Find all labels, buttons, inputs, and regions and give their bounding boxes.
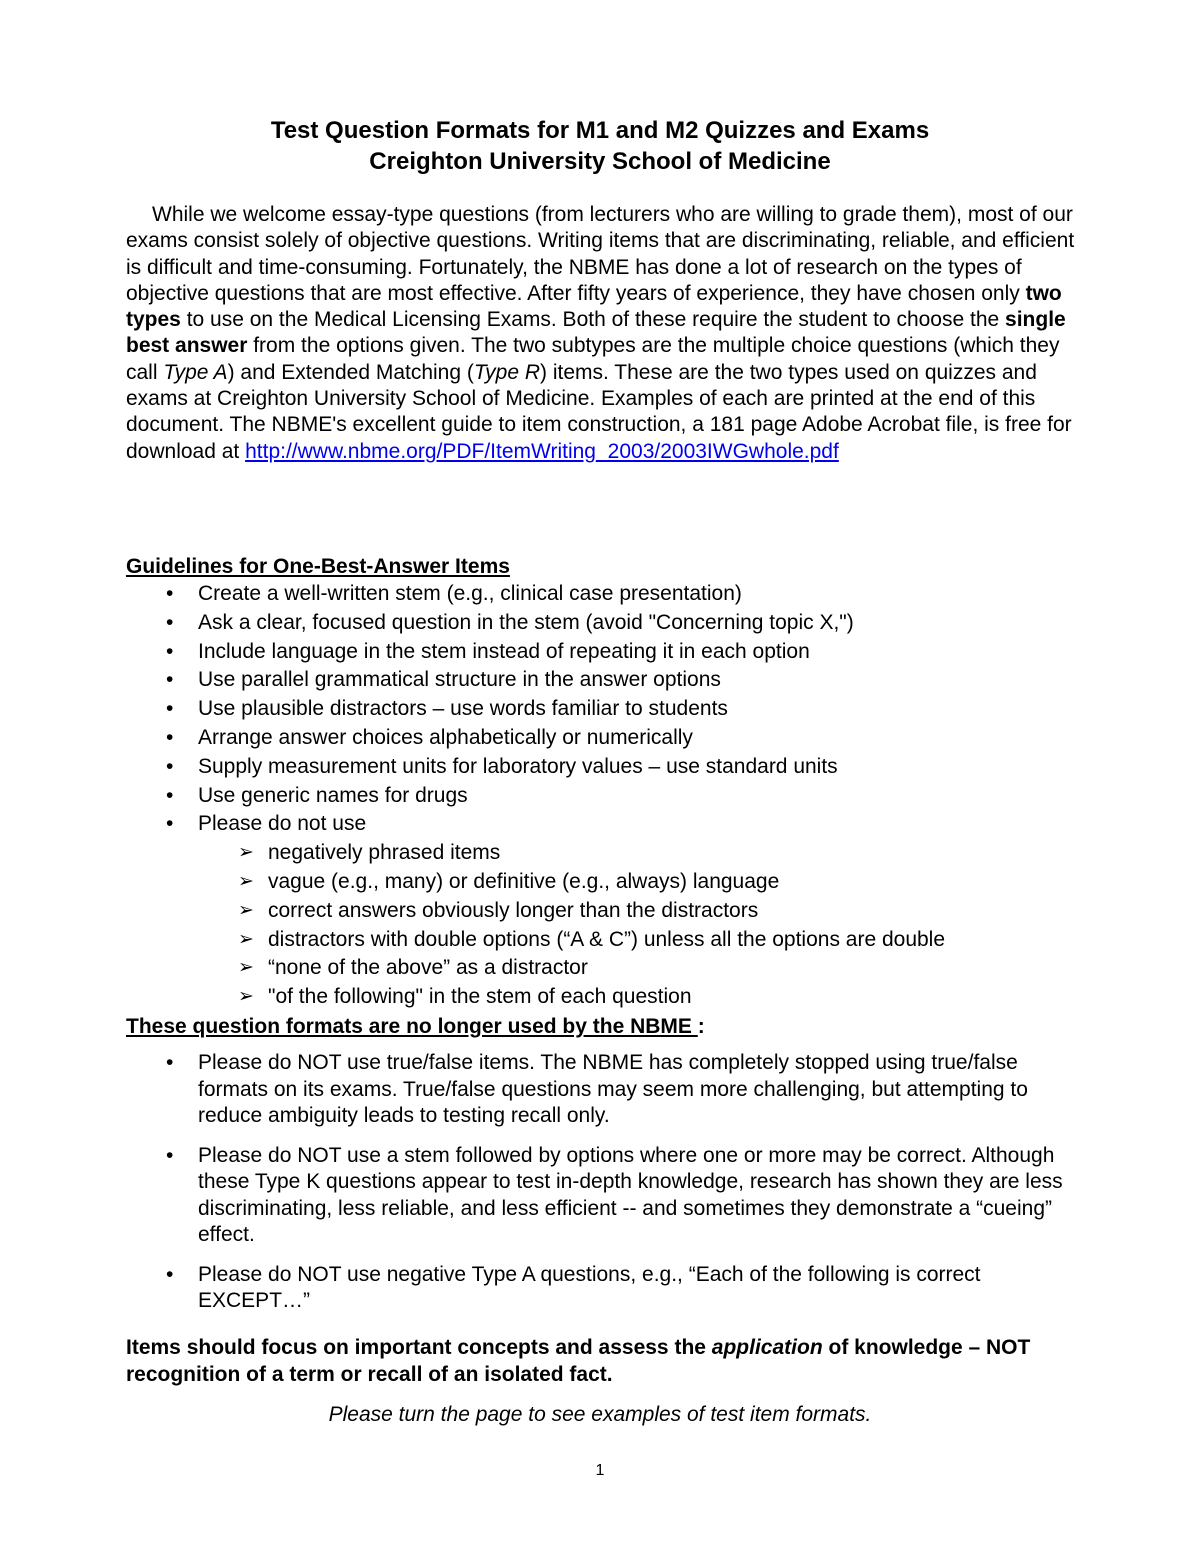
list-item: • Please do NOT use true/false items. The NBME has completely stopped using true/false formats on its exams. True/false questions may seem more challenging, but attempting to reduce ambiguity leads to testing recall only.: [126, 1050, 1086, 1130]
no-longer-used-list: [126, 1050, 1086, 1328]
arrow-bullet-icon: ➢: [238, 899, 254, 921]
arrow-bullet-icon: ➢: [238, 870, 254, 892]
emphasis-two-types: two types: [126, 281, 1062, 332]
list-item: • Use parallel grammatical structure in the answer options: [126, 666, 1086, 695]
list-item: • Please do NOT use a stem followed by options where one or more may be correct. Although these Type K questions appear to test in-depth knowledge, research has shown they are less discriminating, less reliable, and less efficient -- and sometimes they demonstrate a “cueing” effect.: [126, 1143, 1086, 1249]
list-item-please-do-not-use: • Please do not use ➢ negatively phrased items ➢ vague (e.g., many) or definitive (e.g., always) language ➢ correct answers obviously longer than the distractors ➢ distractors with double options (“A & C”) unless all the options are double ➢ “none of the above” as a distractor ➢ "of the following" in the stem of each question: [126, 810, 1086, 1012]
sublist-item: ➢ distractors with double options (“A & C”) unless all the options are double: [198, 926, 1086, 955]
turn-page-note: Please turn the page to see examples of test item formats.: [328, 1403, 872, 1426]
list-item: • Ask a clear, focused question in the stem (avoid "Concerning topic X,"): [126, 609, 1086, 638]
list-item: • Create a well-written stem (e.g., clinical case presentation): [126, 580, 1086, 609]
no-longer-used-heading: These question formats are no longer used by the NBME :: [126, 1015, 705, 1038]
list-item: • Supply measurement units for laboratory values – use standard units: [126, 753, 1086, 782]
nbme-guide-link[interactable]: http://www.nbme.org/PDF/ItemWriting_2003/2003IWGwhole.pdf: [245, 439, 839, 463]
guidelines-heading: Guidelines for One-Best-Answer Items: [126, 555, 510, 578]
sublist-item: ➢ vague (e.g., many) or definitive (e.g., always) language: [198, 868, 1086, 897]
list-item: • Use generic names for drugs: [126, 782, 1086, 811]
do-not-use-sublist: [198, 839, 1086, 1012]
list-item: • Arrange answer choices alphabetically or numerically: [126, 724, 1086, 753]
closing-statement: Items should focus on important concepts and assess the application of knowledge – NOT recognition of a term or recall of an isolated fact.: [126, 1336, 1031, 1386]
arrow-bullet-icon: ➢: [238, 957, 254, 979]
list-item: • Include language in the stem instead of repeating it in each option: [126, 638, 1086, 667]
intro-paragraph: While we welcome essay-type questions (from lecturers who are willing to grade them), most of our exams consist solely of objective questions. Writing items that are discriminating, reliable, and efficient is difficult and time-consuming. Fortunately, the NBME has done a lot of research on the types of objective questions that are most effective. After fifty years of experience, they have chosen only two types to use on the Medical Licensing Exams. Both of these require the student to choose the single best answer from the options given. The two subtypes are the multiple choice questions (which they call Type A) and Extended Matching (Type R) items. These are the two types used on quizzes and exams at Creighton University School of Medicine. Examples of each are printed at the end of this document. The NBME's excellent guide to item construction, a 181 page Adobe Acrobat file, is free for download at http://www.nbme.org/PDF/ItemWriting_2003/2003IWGwhole.pdf: [126, 203, 1075, 463]
arrow-bullet-icon: ➢: [238, 928, 254, 950]
sublist-item: ➢ “none of the above” as a distractor: [198, 954, 1086, 983]
arrow-bullet-icon: ➢: [238, 986, 254, 1008]
arrow-bullet-icon: ➢: [238, 842, 254, 864]
type-r-term: Type R: [473, 360, 541, 384]
guidelines-list: [126, 580, 1086, 1012]
page-number: 1: [595, 1462, 605, 1479]
sublist-item: ➢ correct answers obviously longer than the distractors: [198, 897, 1086, 926]
page-title: Test Question Formats for M1 and M2 Quizzes and Exams: [270, 117, 930, 144]
list-item: • Please do NOT use negative Type A questions, e.g., “Each of the following is correct EXCEPT…”: [126, 1262, 1086, 1315]
application-term: application: [711, 1336, 823, 1359]
page-subtitle: Creighton University School of Medicine: [369, 148, 831, 175]
sublist-item: ➢ negatively phrased items: [198, 839, 1086, 868]
type-a-term: Type A: [163, 360, 228, 384]
sublist-item: ➢ "of the following" in the stem of each question: [198, 983, 1086, 1012]
list-item: • Use plausible distractors – use words familiar to students: [126, 695, 1086, 724]
emphasis-single-best-answer: single best answer: [126, 308, 1066, 358]
